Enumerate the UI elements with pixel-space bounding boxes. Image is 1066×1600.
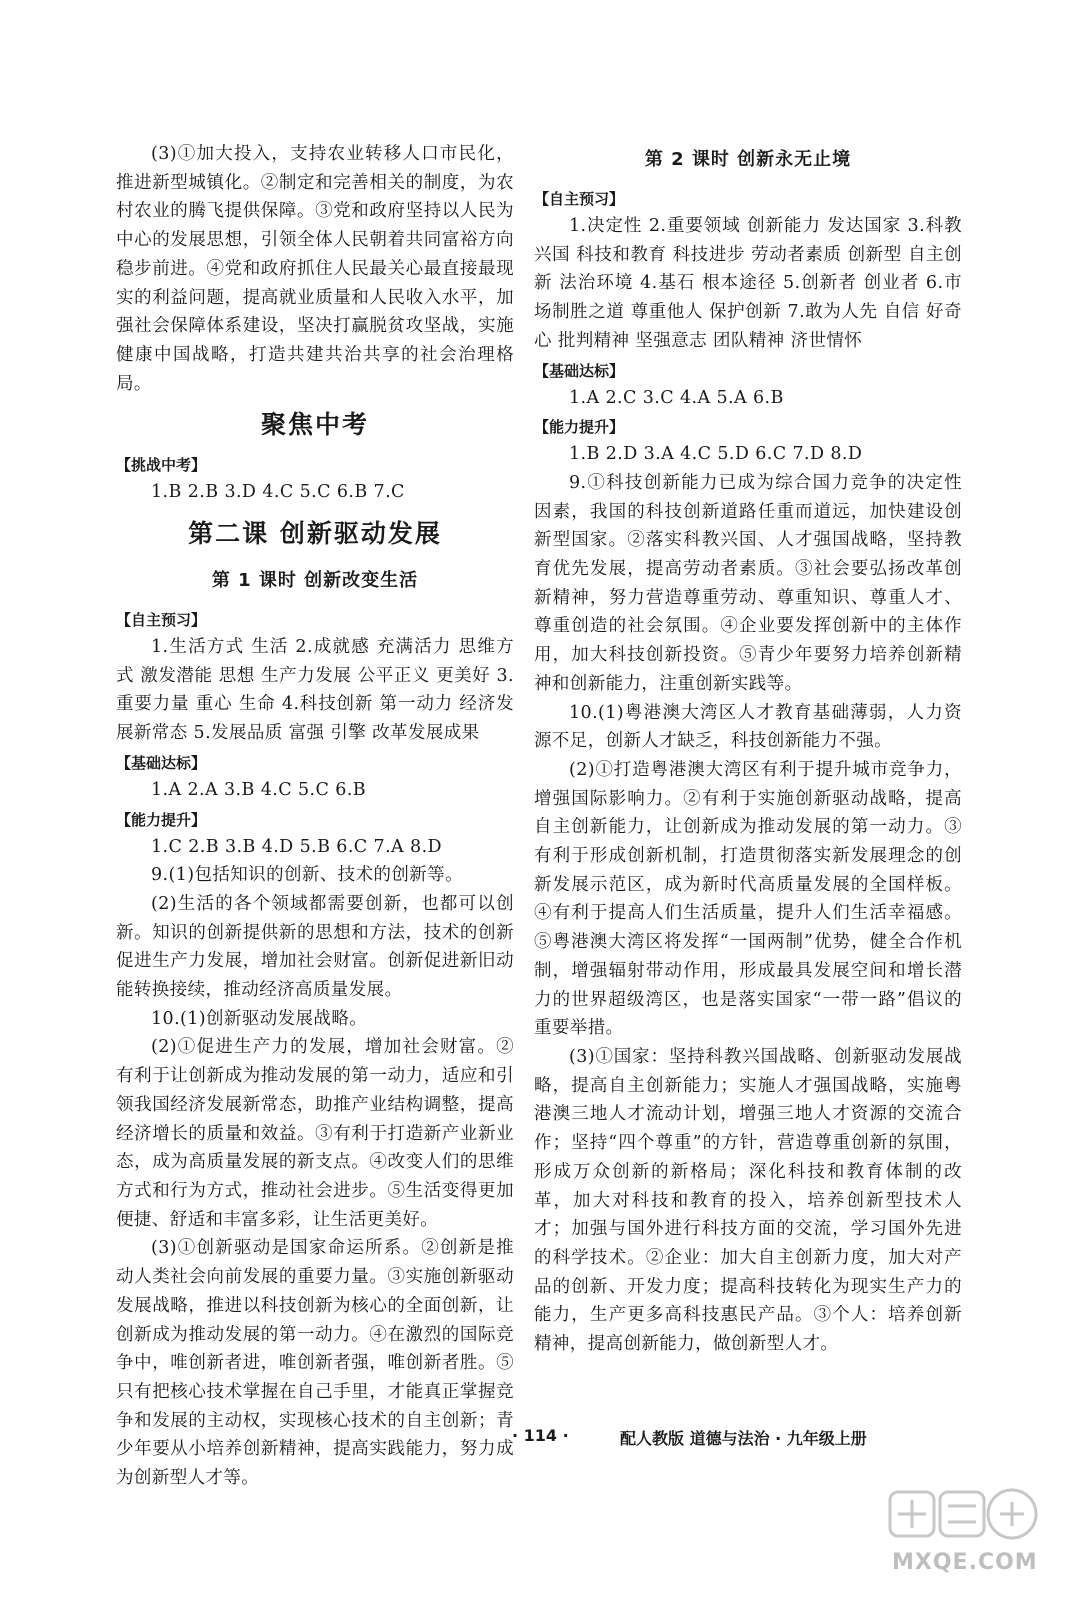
section-title-focus-exam: 聚焦中考	[260, 410, 369, 440]
answer-9: 9.①科技创新能力已成为综合国力竞争的决定性因素，我国的科技创新道路任重而道远，加快建设创新型国家。②落实科教兴国、人才强国战略，坚持教育优先发展，提高劳动者素质。③社会要弘扬改革创新精神，努力营造尊重劳动、尊重知识、尊重人才、尊重创造的社会氛围。④企业要发挥创新中的主体作用，加大科技创新投资。⑤青少年要努力培养创新精神和创新能力，注重创新实践等。	[534, 472, 962, 694]
page-number: · 114 ·	[512, 1426, 569, 1445]
answer-10-2: (2)①打造粤港澳大湾区有利于提升城市竞争力，增强国际影响力。②有利于实施创新驱动战略，提高自主创新能力，让创新成为推动发展的第一动力。③有利于形成创新机制，打造贯彻落实新发展理念的创新发展示范区，成为新时代高质量发展的全国样板。④有利于提高人们生活质量，提升人们生活幸福感。⑤粤港澳大湾区将发挥“一国两制”优势，健全合作机制，增强辐射带动作用，形成最具发展空间和增长潜力的世界超级湾区，也是落实国家“一带一路”倡议的重要举措。	[534, 759, 962, 1039]
period-1-title: 第 1 课时 创新改变生活	[211, 570, 419, 592]
period-2-title: 第 2 课时 创新永无止境	[644, 149, 852, 170]
tag-challenge-exam: 【挑战中考】	[116, 456, 207, 475]
intro-paragraph: (3)①加大投入，支持农业转移人口市民化，推进新型城镇化。②制定和完善相关的制度，为农村农业的腾飞提供保障。③党和政府坚持以人民为中心的发展思想，引领全体人民朝着共同富裕方向稳步前进。④党和政府抓住人民最关心最直接最现实的利益问题，提高就业质量和人民收入水平，加强社会保障体系建设，坚决打赢脱贫攻坚战，实施健康中国战略，打造共建共治共享的社会治理格局。	[116, 144, 514, 394]
answer-9-1: 9.(1)包括知识的创新、技术的创新等。	[151, 865, 463, 886]
answer-10-2: (2)①促进生产力的发展，增加社会财富。②有利于让创新成为推动发展的第一动力，适应和引领我国经济发展新常态，助推产业结构调整，提高经济增长的质量和效益。③有利于打造新产业新业态，成为高质量发展的新支点。④改变人们的思维方式和行为方式，推动社会进步。⑤生活变得更加便捷、舒适和丰富多彩，让生活更美好。	[116, 1037, 514, 1230]
watermark-logo	[884, 1484, 1044, 1584]
page-footer	[470, 1422, 970, 1452]
tag-ability: 【能力提升】	[534, 418, 625, 437]
right-column	[534, 140, 962, 1359]
answer-10-1: 10.(1)粤港澳大湾区人才教育基础薄弱，人力资源不足，创新人才缺乏，科技创新能力不强。	[534, 702, 962, 752]
left-column	[116, 140, 514, 1493]
preview-answers: 1.决定性 2.重要领域 创新能力 发达国家 3.科教兴国 科技和教育 科技进步 劳动者素质 创新型 自主创新 法治环境 4.基石 根本途径 5.创新者 创业者 6.市场制胜之道 尊重他人 保护创新 7.敢为人先 自信 好奇心 批判精神 坚强意志 团队精神 济世情怀	[534, 216, 962, 351]
challenge-answers: 1.B 2.B 3.D 4.C 5.C 6.B 7.C	[151, 482, 405, 503]
ability-answers: 1.C 2.B 3.B 4.D 5.B 6.C 7.A 8.D	[151, 836, 442, 857]
tag-ability: 【能力提升】	[116, 810, 207, 829]
watermark-glyph-icon	[884, 1484, 1044, 1554]
preview-answers: 1.生活方式 生活 2.成就感 充满活力 思维方式 激发潜能 思想 生产力发展 公平正义 更美好 3.重要力量 重心 生命 4.科技创新 第一动力 经济发展新常态 5.发展品质 富强 引擎 改革发展成果	[116, 637, 514, 744]
answer-10-1: 10.(1)创新驱动发展战略。	[151, 1008, 368, 1029]
tag-basic: 【基础达标】	[534, 361, 625, 380]
basic-answers: 1.A 2.A 3.B 4.C 5.C 6.B	[151, 779, 366, 800]
basic-answers: 1.A 2.C 3.C 4.A 5.A 6.B	[569, 387, 784, 408]
lesson-title: 第二课 创新驱动发展	[188, 519, 442, 549]
tag-basic: 【基础达标】	[116, 753, 207, 772]
answer-10-3: (3)①国家：坚持科教兴国战略、创新驱动发展战略，提高自主创新能力；实施人才强国战略，实施粤港澳三地人才流动计划，增强三地人才资源的交流合作；坚持“四个尊重”的方针，营造尊重创新的氛围，形成万众创新的新格局；深化科技和教育体制的改革，加大对科技和教育的投入，培养创新型技术人才；加强与国外进行科技方面的交流，学习国外先进的科学技术。②企业：加大自主创新力度，加大对产品的创新、开发力度；提高科技转化为现实生产力的能力，生产更多高科技惠民产品。③个人：培养创新精神，提高创新能力，做创新型人才。	[534, 1046, 962, 1355]
ability-answers: 1.B 2.D 3.A 4.C 5.D 6.C 7.D 8.D	[569, 444, 863, 465]
tag-self-preview: 【自主预习】	[534, 190, 625, 208]
answer-10-3: (3)①创新驱动是国家命运所系。②创新是推动人类社会向前发展的重要力量。③实施创新驱动发展战略，推进以科技创新为核心的全面创新，让创新成为推动发展的第一动力。④在激烈的国际竞争中，唯创新者进，唯创新者强，唯创新者胜。⑤只有把核心技术掌握在自己手里，才能真正掌握竞争和发展的主动权，实现核心技术的自主创新；青少年要从小培养创新精神，提高实践能力，努力成为创新型人才等。	[116, 1238, 514, 1489]
book-title: 配人教版 道德与法治 · 九年级上册	[620, 1429, 867, 1448]
watermark-url: MXQE.COM	[892, 1550, 1038, 1575]
answer-9-2: (2)生活的各个领域都需要创新，也都可以创新。知识的创新提供新的思想和方法，技术的创新促进生产力发展，增加社会财富。创新促进新旧动能转换接续，推动经济高质量发展。	[116, 893, 514, 1001]
tag-self-preview: 【自主预习】	[116, 611, 207, 630]
